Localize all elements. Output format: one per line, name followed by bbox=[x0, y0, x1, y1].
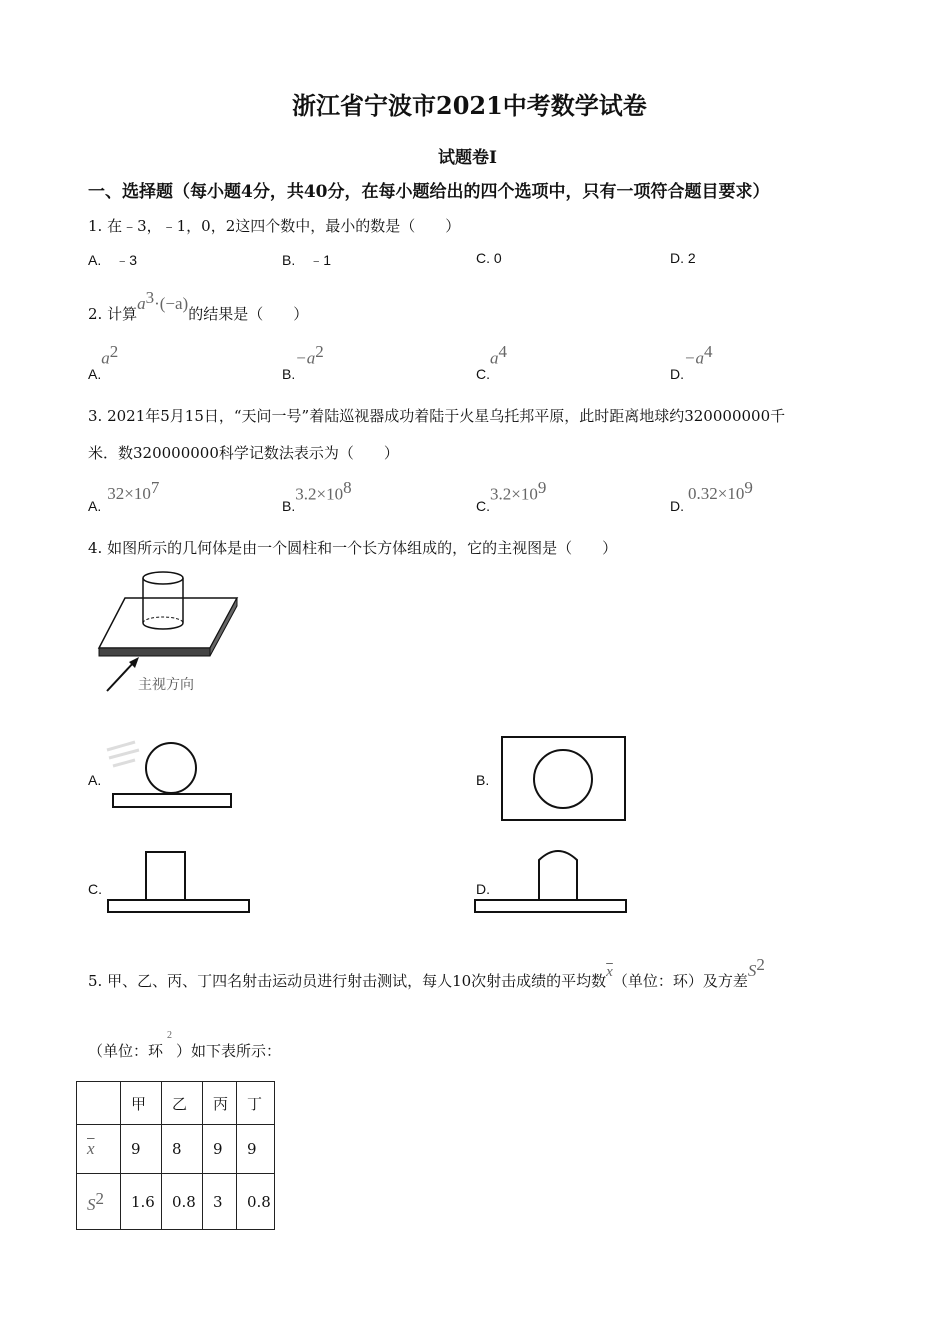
q2-b-base: −a bbox=[295, 348, 316, 368]
table-header-cell: 丙 bbox=[203, 1082, 237, 1125]
q5-stem-part2: （单位：环）及方差 bbox=[612, 972, 748, 990]
table-row bbox=[77, 1125, 275, 1174]
q2-label-b: B. bbox=[282, 366, 296, 383]
page-title: 浙江省宁波市2021中考数学试卷 bbox=[292, 91, 647, 120]
q2-expr-base: a bbox=[137, 294, 146, 313]
question-1-stem: 1. 在﹣3，﹣1，0，2这四个数中，最小的数是（ ） bbox=[88, 217, 461, 235]
q3-option-d bbox=[670, 478, 753, 515]
q2-label-a: A. bbox=[88, 366, 102, 383]
question-3-line2: 米．数320000000科学记数法表示为（ ） bbox=[88, 444, 399, 462]
question-4-stem: 4. 如图所示的几何体是由一个圆柱和一个长方体组成的，它的主视图是（ ） bbox=[88, 539, 618, 557]
q2-option-c bbox=[476, 342, 507, 383]
q4-label-b: B. bbox=[476, 772, 490, 788]
section-heading: 一、选择题（每小题4分，共40分，在每小题给出的四个选项中，只有一项符合题目要求） bbox=[88, 182, 770, 202]
q3-a-mant: 32×10 bbox=[107, 484, 151, 504]
q2-c-base: a bbox=[490, 348, 499, 368]
question-2-stem bbox=[88, 288, 309, 323]
q1-option-b: B. ﹣1 bbox=[282, 252, 332, 268]
q3-d-mant: 0.32×10 bbox=[688, 484, 745, 504]
q4-option-d-figure bbox=[472, 848, 632, 916]
q2-label-c: C. bbox=[476, 366, 490, 383]
variance-exp: 2 bbox=[95, 1188, 104, 1208]
q4-option-a-figure bbox=[105, 738, 235, 813]
q2-option-d bbox=[670, 342, 713, 383]
q3-label-d: D. bbox=[670, 498, 684, 515]
q2-option-a bbox=[88, 342, 119, 383]
q2-label-d: D. bbox=[670, 366, 684, 383]
page-subtitle: 试题卷Ⅰ bbox=[438, 148, 497, 168]
table-header-row bbox=[77, 1082, 275, 1125]
q2-d-base: −a bbox=[684, 348, 704, 368]
q4-label-c: C. bbox=[88, 881, 102, 897]
q4-label-d: D. bbox=[476, 881, 490, 897]
q1-option-d: D. 2 bbox=[670, 250, 696, 266]
variance-symbol: S bbox=[87, 1194, 96, 1214]
q3-option-c bbox=[476, 478, 547, 515]
table-cell: 3 bbox=[203, 1174, 237, 1230]
q2-a-base: a bbox=[101, 348, 110, 368]
q3-option-b bbox=[282, 478, 352, 515]
table-header-cell: 甲 bbox=[121, 1082, 162, 1125]
mean-symbol: $\overline{x}$ bbox=[87, 1139, 95, 1158]
table-cell: 0.8 bbox=[237, 1174, 275, 1230]
q4-option-c-figure bbox=[105, 850, 255, 915]
q3-c-exp: 9 bbox=[537, 478, 547, 497]
question-5-line2 bbox=[88, 1028, 282, 1060]
q3-c-mant: 3.2×10 bbox=[490, 484, 538, 504]
table-cell: 0.8 bbox=[162, 1174, 203, 1230]
table-header-cell: 丁 bbox=[237, 1082, 275, 1125]
q4-option-b-figure bbox=[500, 735, 630, 825]
q2-c-exp: 4 bbox=[498, 342, 507, 361]
q2-prefix: 2. 计算 bbox=[88, 305, 138, 323]
table-cell: 9 bbox=[237, 1125, 275, 1174]
q5-stem-part1: 5. 甲、乙、丙、丁四名射击运动员进行射击测试，每人10次射击成绩的平均数 bbox=[88, 972, 607, 990]
q3-b-mant: 3.2×10 bbox=[295, 484, 344, 504]
table-cell: 9 bbox=[203, 1125, 237, 1174]
q3-b-exp: 8 bbox=[343, 478, 352, 497]
q4-label-a: A. bbox=[88, 772, 102, 788]
q2-suffix: 的结果是（ ） bbox=[188, 305, 309, 323]
q5-line2-a: （单位：环 bbox=[88, 1042, 164, 1060]
q2-d-exp: 4 bbox=[703, 342, 713, 361]
q5-xbar-symbol: $\overline{x}$ bbox=[606, 964, 613, 980]
q2-b-exp: 2 bbox=[315, 342, 324, 361]
q2-a-exp: 2 bbox=[109, 342, 119, 361]
q2-expr-exp: 3 bbox=[145, 288, 155, 307]
q3-label-a: A. bbox=[88, 498, 102, 515]
table-cell: 9 bbox=[121, 1125, 162, 1174]
q1-option-a: A. ﹣3 bbox=[88, 252, 138, 268]
table-row bbox=[77, 1174, 275, 1230]
q2-option-b bbox=[282, 342, 324, 383]
table-header-cell: 乙 bbox=[162, 1082, 203, 1125]
q3-label-b: B. bbox=[282, 498, 296, 515]
q5-line2-exp: 2 bbox=[167, 1030, 173, 1041]
q5-s-exp: 2 bbox=[756, 955, 765, 974]
q5-line2-b: ）如下表所示： bbox=[176, 1042, 282, 1060]
q1-option-c: C. 0 bbox=[476, 250, 502, 266]
table-cell: 8 bbox=[162, 1125, 203, 1174]
q4-figure-caption: 主视方向 bbox=[138, 677, 194, 693]
q5-score-table bbox=[76, 1081, 275, 1230]
q5-s-symbol: S bbox=[747, 961, 757, 980]
table-row-label bbox=[77, 1174, 121, 1230]
q3-d-exp: 9 bbox=[744, 478, 753, 497]
table-cell: 1.6 bbox=[121, 1174, 162, 1230]
table-row-label bbox=[77, 1125, 121, 1174]
question-5-line1 bbox=[88, 955, 765, 990]
table-header-cell bbox=[77, 1082, 121, 1125]
q3-label-c: C. bbox=[476, 498, 490, 515]
question-3-line1: 3. 2021年5月15日，“天问一号”着陆巡视器成功着陆于火星乌托邦平原，此时距离地球约320000000千 bbox=[88, 407, 786, 425]
q2-expr-rest: ·(−a) bbox=[154, 294, 189, 313]
q3-a-exp: 7 bbox=[150, 478, 160, 497]
q3-option-a bbox=[88, 478, 160, 515]
